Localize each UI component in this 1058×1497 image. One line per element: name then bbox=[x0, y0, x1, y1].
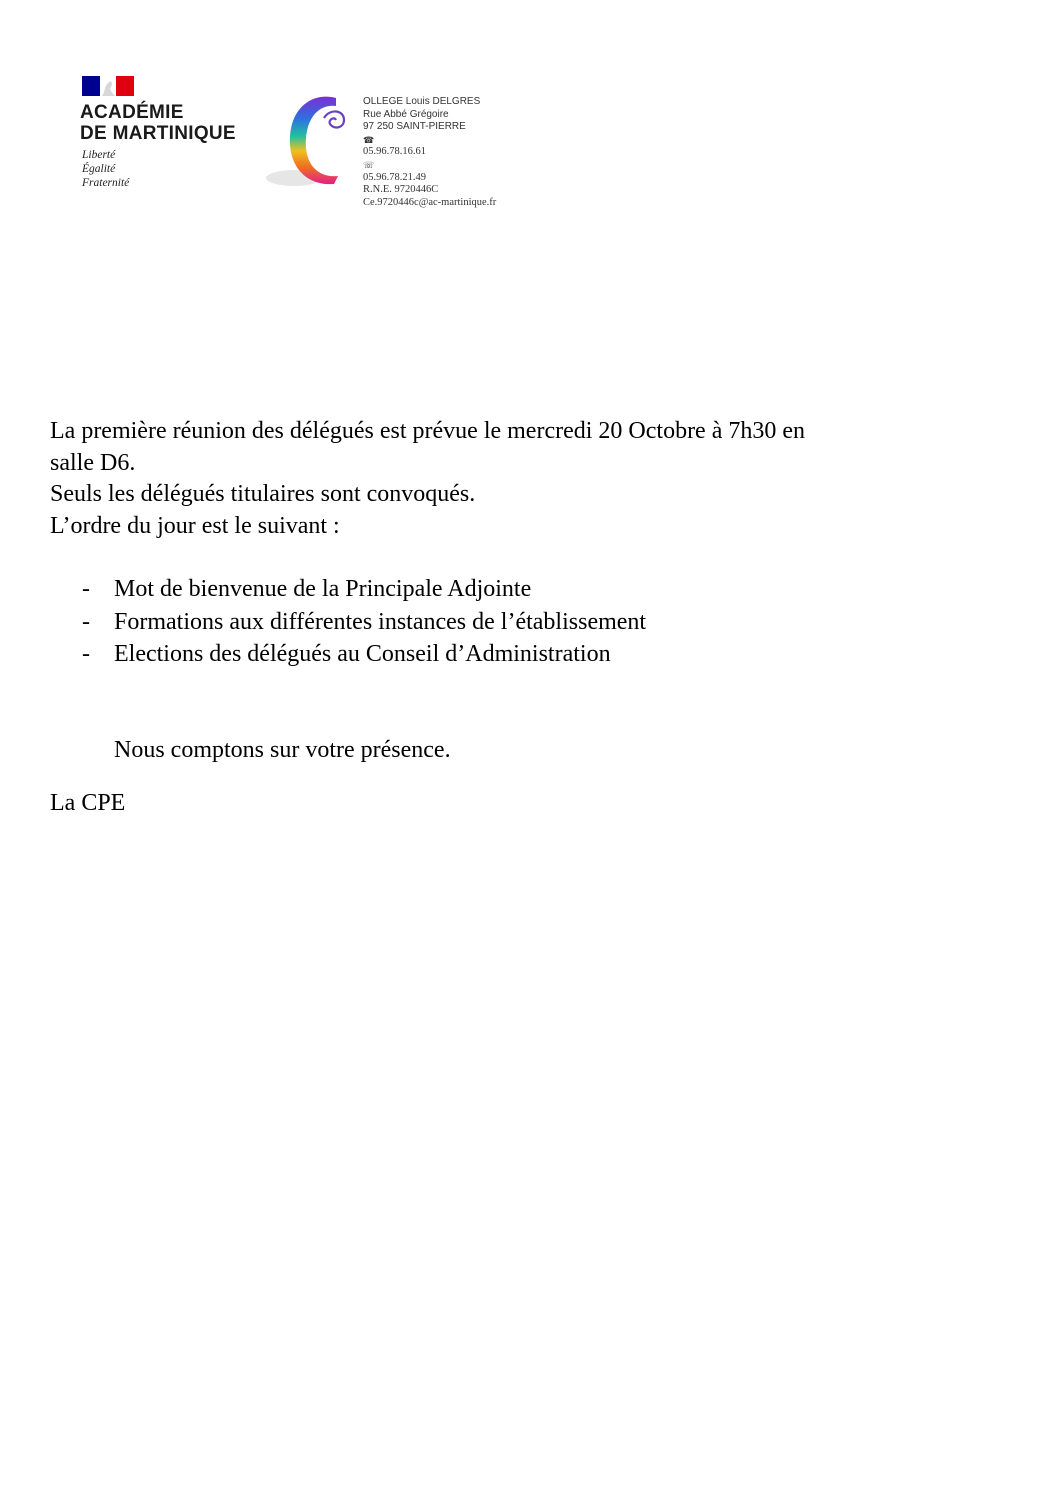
intro-line-2: salle D6. bbox=[50, 449, 136, 476]
academy-name bbox=[80, 102, 236, 144]
republic-motto bbox=[82, 148, 129, 190]
closing-text: Nous comptons sur votre présence. bbox=[114, 736, 451, 763]
agenda-item-text: Formations aux différentes instances de l’établissement bbox=[114, 608, 647, 635]
agenda-item bbox=[50, 606, 980, 639]
college-name: OLLEGE Louis DELGRES bbox=[363, 96, 481, 107]
college-street: Rue Abbé Grégoire bbox=[363, 108, 449, 120]
agenda-item bbox=[50, 573, 980, 606]
college-email[interactable]: Ce.9720446c@ac-martinique.fr bbox=[363, 196, 497, 208]
phone-icon: ☎ bbox=[363, 134, 375, 145]
college-emblem-icon bbox=[264, 88, 364, 198]
fax-icon: ☏ bbox=[363, 159, 375, 170]
motto-liberte: Liberté bbox=[82, 149, 116, 161]
agenda-intro: L’ordre du jour est le suivant : bbox=[50, 512, 340, 539]
college-contact-block bbox=[363, 96, 496, 209]
french-flag-icon bbox=[82, 76, 134, 96]
agenda-item-text: Elections des délégués au Conseil d’Administration bbox=[114, 641, 611, 667]
academy-name-line2: DE MARTINIQUE bbox=[80, 123, 236, 144]
agenda-item-text: Mot de bienvenue de la Principale Adjointe bbox=[114, 576, 532, 602]
college-phone: 05.96.78.16.61 bbox=[363, 146, 426, 158]
agenda-item bbox=[50, 638, 980, 671]
college-fax: 05.96.78.21.49 bbox=[363, 171, 426, 183]
college-fax-line bbox=[363, 159, 496, 184]
agenda-list bbox=[50, 573, 980, 671]
bullet-dash: - bbox=[82, 576, 90, 602]
motto-fraternite: Fraternité bbox=[82, 177, 130, 189]
academy-name-line1: ACADÉMIE bbox=[80, 102, 184, 123]
letter-body bbox=[50, 416, 980, 820]
college-rne: R.N.E. 9720446C bbox=[363, 184, 439, 196]
college-phone-line bbox=[363, 134, 496, 159]
convocation-text: Seuls les délégués titulaires sont convoqués. bbox=[50, 481, 476, 507]
college-city: 97 250 SAINT-PIERRE bbox=[363, 121, 466, 133]
bullet-dash: - bbox=[82, 608, 90, 635]
intro-line-1: La première réunion des délégués est prévue le mercredi 20 Octobre à 7h30 en bbox=[50, 418, 806, 444]
bullet-dash: - bbox=[82, 641, 90, 667]
academy-logo bbox=[80, 76, 270, 196]
signature: La CPE bbox=[50, 790, 126, 816]
motto-egalite: Égalité bbox=[82, 163, 116, 175]
